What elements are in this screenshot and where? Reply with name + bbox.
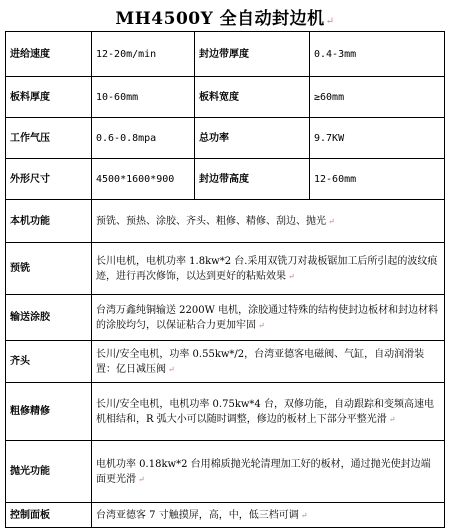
paragraph-mark-icon: ↵ [168,364,175,374]
spec-row [6,77,445,118]
spec-table [5,31,445,528]
feature-text-content: 长川电机，电机功率 1.8kw*2 台.采用双铣刀对裁板锯加工后所引起的波纹痕迹，进行再次修饰，以达到更好的粘贴效果 [96,255,438,282]
feature-text [92,200,445,243]
spec-label: 板料厚度 [6,77,92,118]
feature-text [92,441,445,503]
spec-label: 总功率 [195,118,310,159]
feature-label: 本机功能 [6,200,92,243]
feature-text-content: 长川/安全电机，功率 0.55kw*/2，台湾亚德客电磁阀、气缸，自动润滑装置：亿日减压阀 [96,348,425,375]
spec-value: 9.7KW [310,118,445,159]
feature-text-content: 长川/安全电机，电机功率 0.75kw*4 台，双修功能，自动跟踪和变频高速电机相结和，R 弧大小可以随时调整，修边的板材上下部分平整光滑 [96,398,434,425]
feature-label: 齐头 [6,341,92,383]
spec-value: 0.4-3mm [310,32,445,77]
paragraph-mark-icon: ↵ [288,271,295,281]
spec-label: 封边带厚度 [195,32,310,77]
feature-text-content: 预铣、预热、涂胶、齐头、粗修、精修、刮边、抛光 [96,215,326,227]
spec-label: 板料宽度 [195,77,310,118]
feature-text [92,383,445,441]
spec-row [6,159,445,200]
feature-row [6,383,445,441]
spec-row [6,118,445,159]
feature-label: 粗修精修 [6,383,92,441]
spec-value: 4500*1600*900 [92,159,195,200]
page-title [0,4,450,29]
feature-text [92,243,445,295]
feature-text-content: 台湾亚德客 7 寸触摸屏，高，中，低三档可调 [96,509,299,521]
feature-row [6,503,445,528]
feature-label: 抛光功能 [6,441,92,503]
spec-label: 进给速度 [6,32,92,77]
paragraph-mark-icon: ↵ [325,16,335,27]
spec-label: 封边带高度 [195,159,310,200]
feature-text [92,503,445,528]
spec-value: ≥60mm [310,77,445,118]
feature-label: 预铣 [6,243,92,295]
feature-text-content: 电机功率 0.18kw*2 台用棉质抛光轮清理加工好的板材，通过抛光使封边端面更光滑 [96,458,431,485]
feature-row [6,441,445,503]
paragraph-mark-icon: ↵ [258,320,265,330]
paragraph-mark-icon: ↵ [328,216,335,226]
feature-text [92,295,445,341]
spec-value: 12-20m/min [92,32,195,77]
feature-row [6,295,445,341]
paragraph-mark-icon: ↵ [300,510,308,520]
feature-label: 输送涂胶 [6,295,92,341]
paragraph-mark-icon: ↵ [388,414,396,424]
spec-value: 12-60mm [310,159,445,200]
spec-row [6,32,445,77]
feature-row [6,200,445,243]
title-text: MH4500Y 全自动封边机 [115,9,325,29]
feature-row [6,243,445,295]
feature-text-content: 台湾万鑫纯铜输送 2200W 电机，涂胶通过特殊的结构使封边板材和封边材料的涂胶均匀，以保证粘合力更加牢固 [96,304,439,331]
spec-value: 10-60mm [92,77,195,118]
paragraph-mark-icon: ↵ [138,474,145,484]
spec-label: 外形尺寸 [6,159,92,200]
feature-text [92,341,445,383]
spec-label: 工作气压 [6,118,92,159]
feature-label: 控制面板 [6,503,92,528]
feature-row [6,341,445,383]
spec-value: 0.6-0.8mpa [92,118,195,159]
